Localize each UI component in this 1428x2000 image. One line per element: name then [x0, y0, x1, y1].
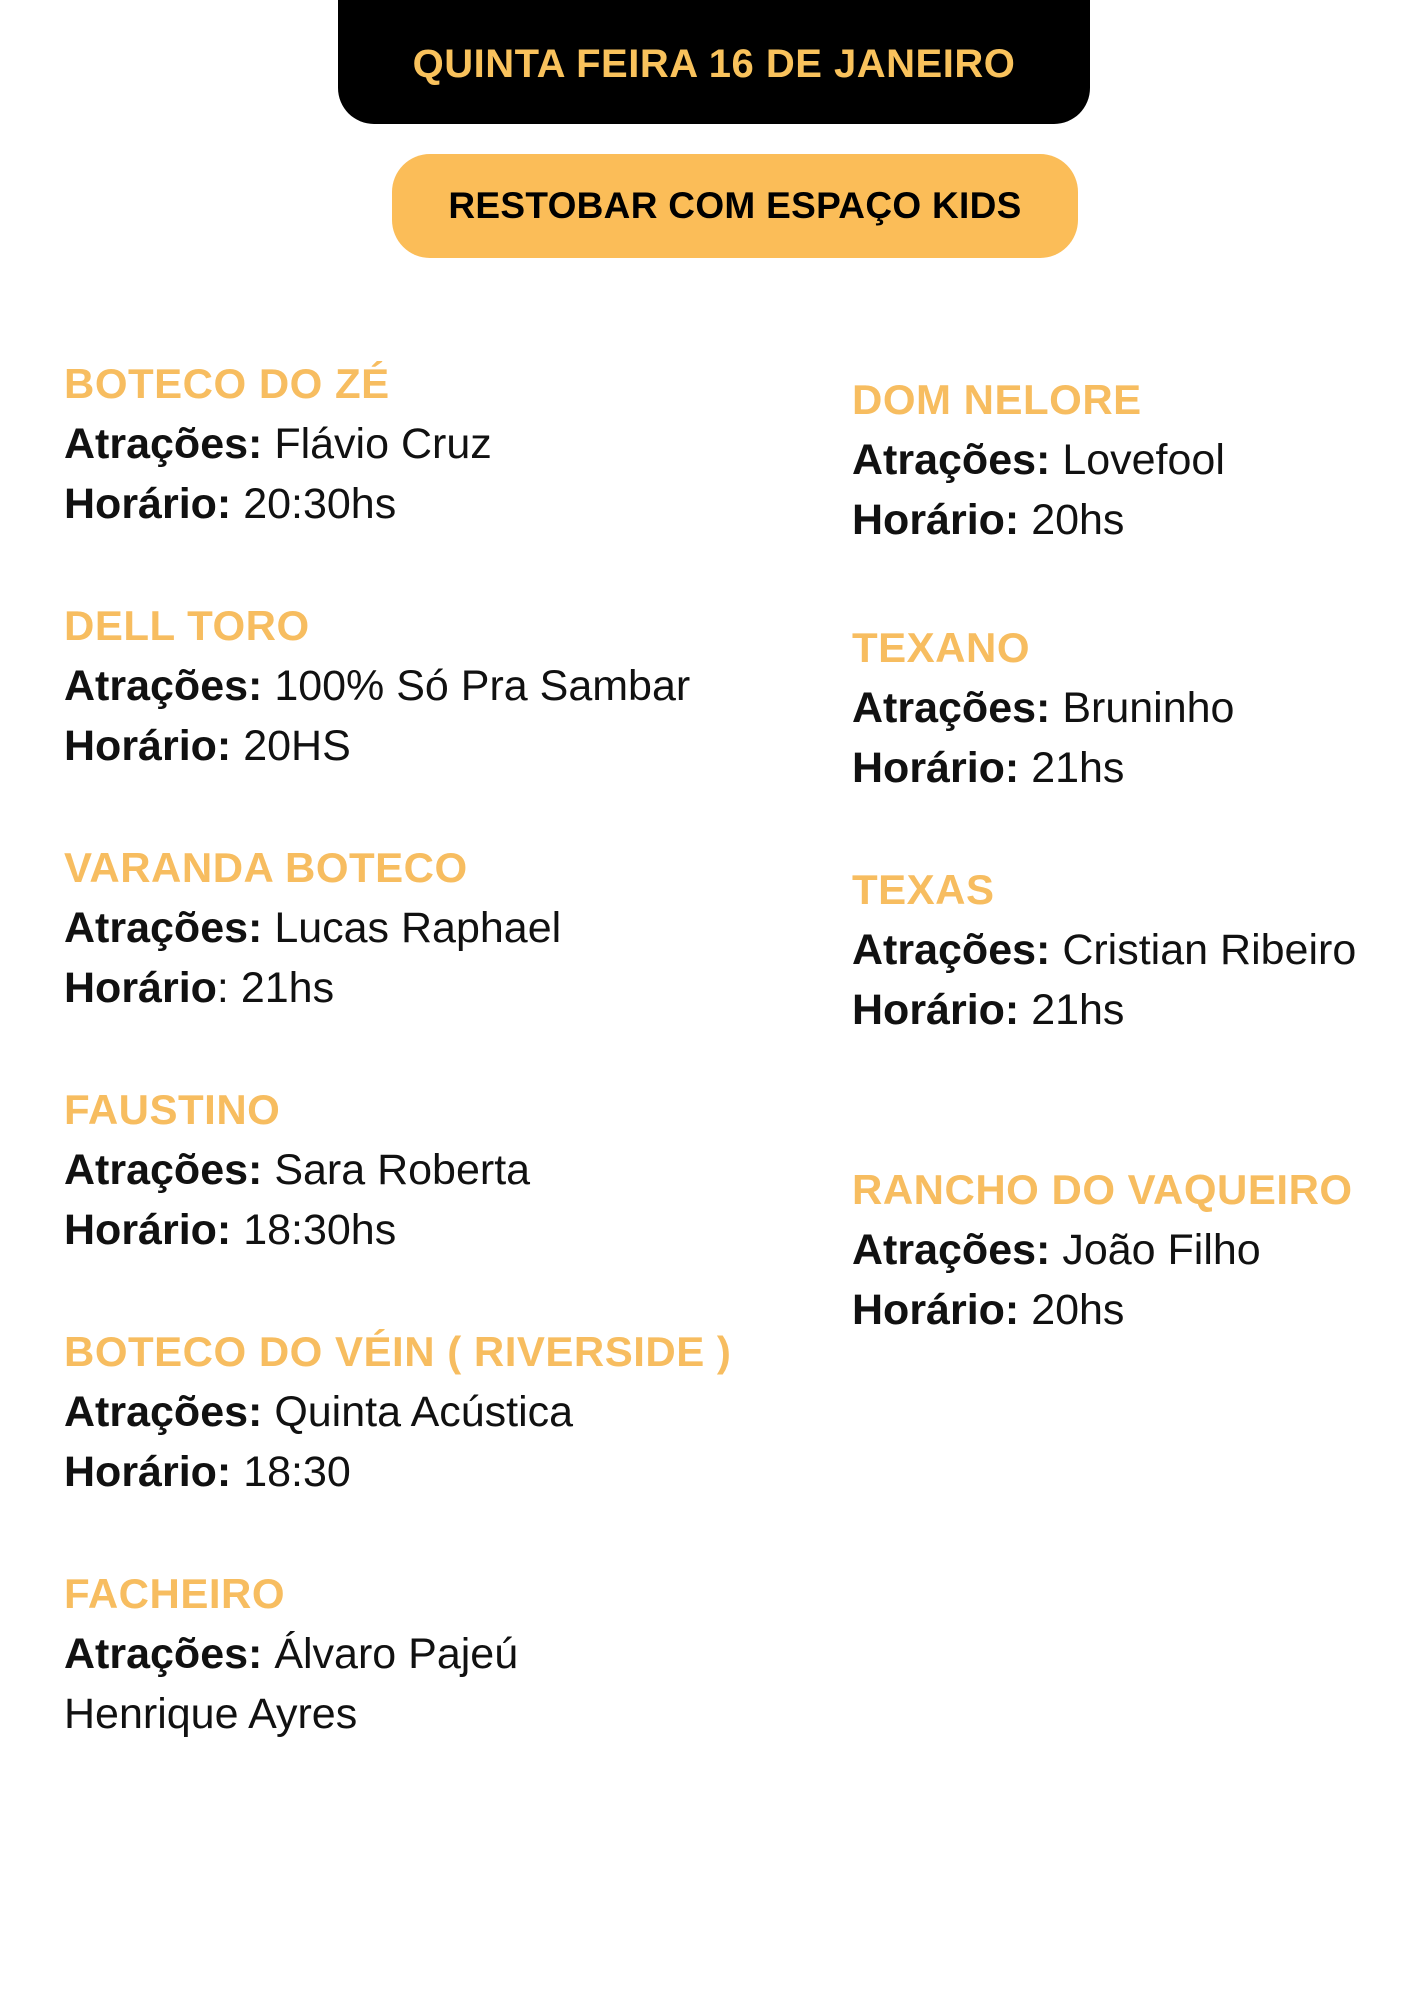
attractions-line — [64, 1624, 784, 1684]
attractions-label: Atrações: — [64, 1630, 263, 1678]
attractions-value: Quinta Acústica — [274, 1388, 574, 1436]
schedule-line — [64, 1442, 784, 1502]
attractions-label: Atrações: — [852, 926, 1051, 974]
attractions-line — [64, 1140, 784, 1200]
date-title: QUINTA FEIRA 16 DE JANEIRO — [412, 41, 1016, 86]
attractions-label: Atrações: — [64, 1146, 263, 1194]
schedule-label: Horário: — [64, 480, 232, 528]
venue-name: DOM NELORE — [852, 376, 1142, 423]
venue-name: TEXANO — [852, 624, 1031, 671]
schedule-value: 18:30 — [243, 1448, 351, 1496]
category-badge — [392, 154, 1078, 258]
schedule-value: 20:30hs — [243, 480, 397, 528]
schedule-value: : 21hs — [216, 964, 335, 1012]
schedule-label: Horário: — [852, 744, 1020, 792]
attractions-extra-line — [64, 1684, 784, 1744]
attractions-value: Bruninho — [1062, 684, 1235, 732]
venue-name: RANCHO DO VAQUEIRO — [852, 1166, 1353, 1213]
attractions-line — [64, 414, 784, 474]
attractions-value: João Filho — [1062, 1226, 1261, 1274]
attractions-value: Álvaro Pajeú — [274, 1630, 519, 1678]
attractions-label: Atrações: — [64, 904, 263, 952]
venue-name: TEXAS — [852, 866, 995, 913]
venue-name: DELL TORO — [64, 602, 310, 649]
attractions-value: Cristian Ribeiro — [1062, 926, 1357, 974]
schedule-line — [64, 716, 784, 776]
attractions-line — [852, 430, 1428, 490]
attractions-value: Sara Roberta — [274, 1146, 531, 1194]
attractions-extra-value: Henrique Ayres — [64, 1690, 358, 1738]
schedule-line — [64, 1200, 784, 1260]
venue-boteco-do-ze — [64, 354, 784, 534]
venue-name: BOTECO DO ZÉ — [64, 360, 390, 407]
venue-faustino — [64, 1080, 784, 1260]
schedule-value: 21hs — [1031, 986, 1125, 1034]
venue-name: VARANDA BOTECO — [64, 844, 468, 891]
attractions-line — [64, 1382, 784, 1442]
attractions-line — [852, 1220, 1428, 1280]
schedule-line — [852, 738, 1428, 798]
venue-dell-toro — [64, 596, 784, 776]
schedule-line — [852, 1280, 1428, 1340]
schedule-line — [852, 980, 1428, 1040]
schedule-value: 18:30hs — [243, 1206, 397, 1254]
attractions-value: Lucas Raphael — [274, 904, 562, 952]
attractions-label: Atrações: — [64, 662, 263, 710]
venue-facheiro — [64, 1564, 784, 1744]
schedule-value: 20hs — [1031, 496, 1125, 544]
schedule-label: Horário: — [852, 986, 1020, 1034]
attractions-line — [64, 898, 784, 958]
venue-texas — [852, 860, 1428, 1040]
attractions-line — [64, 656, 784, 716]
schedule-value: 21hs — [1031, 744, 1125, 792]
attractions-label: Atrações: — [852, 436, 1051, 484]
attractions-label: Atrações: — [852, 1226, 1051, 1274]
schedule-line — [64, 474, 784, 534]
schedule-line — [852, 490, 1428, 550]
category-label: RESTOBAR COM ESPAÇO KIDS — [448, 185, 1022, 226]
venue-boteco-do-vein — [64, 1322, 784, 1502]
venue-rancho-do-vaqueiro — [852, 1160, 1428, 1340]
schedule-label: Horário: — [64, 722, 232, 770]
attractions-label: Atrações: — [64, 1388, 263, 1436]
venue-dom-nelore — [852, 370, 1428, 550]
attractions-value: 100% Só Pra Sambar — [274, 662, 691, 710]
attractions-line — [852, 920, 1428, 980]
schedule-line — [64, 958, 784, 1018]
venue-name: BOTECO DO VÉIN ( RIVERSIDE ) — [64, 1328, 732, 1375]
attractions-value: Flávio Cruz — [274, 420, 492, 468]
venue-varanda-boteco — [64, 838, 784, 1018]
attractions-label: Atrações: — [64, 420, 263, 468]
schedule-label: Horário — [64, 964, 217, 1012]
schedule-time: 21hs — [240, 964, 335, 1012]
schedule-value: 20hs — [1031, 1286, 1125, 1334]
attractions-label: Atrações: — [852, 684, 1051, 732]
attractions-value: Lovefool — [1062, 436, 1225, 484]
attractions-line — [852, 678, 1428, 738]
venue-texano — [852, 618, 1428, 798]
schedule-label: Horário: — [852, 1286, 1020, 1334]
schedule-label: Horário: — [64, 1206, 232, 1254]
schedule-label: Horário: — [852, 496, 1020, 544]
schedule-label: Horário: — [64, 1448, 232, 1496]
venue-name: FACHEIRO — [64, 1570, 286, 1617]
schedule-value: 20HS — [243, 722, 351, 770]
date-banner — [338, 0, 1090, 124]
venue-name: FAUSTINO — [64, 1086, 281, 1133]
